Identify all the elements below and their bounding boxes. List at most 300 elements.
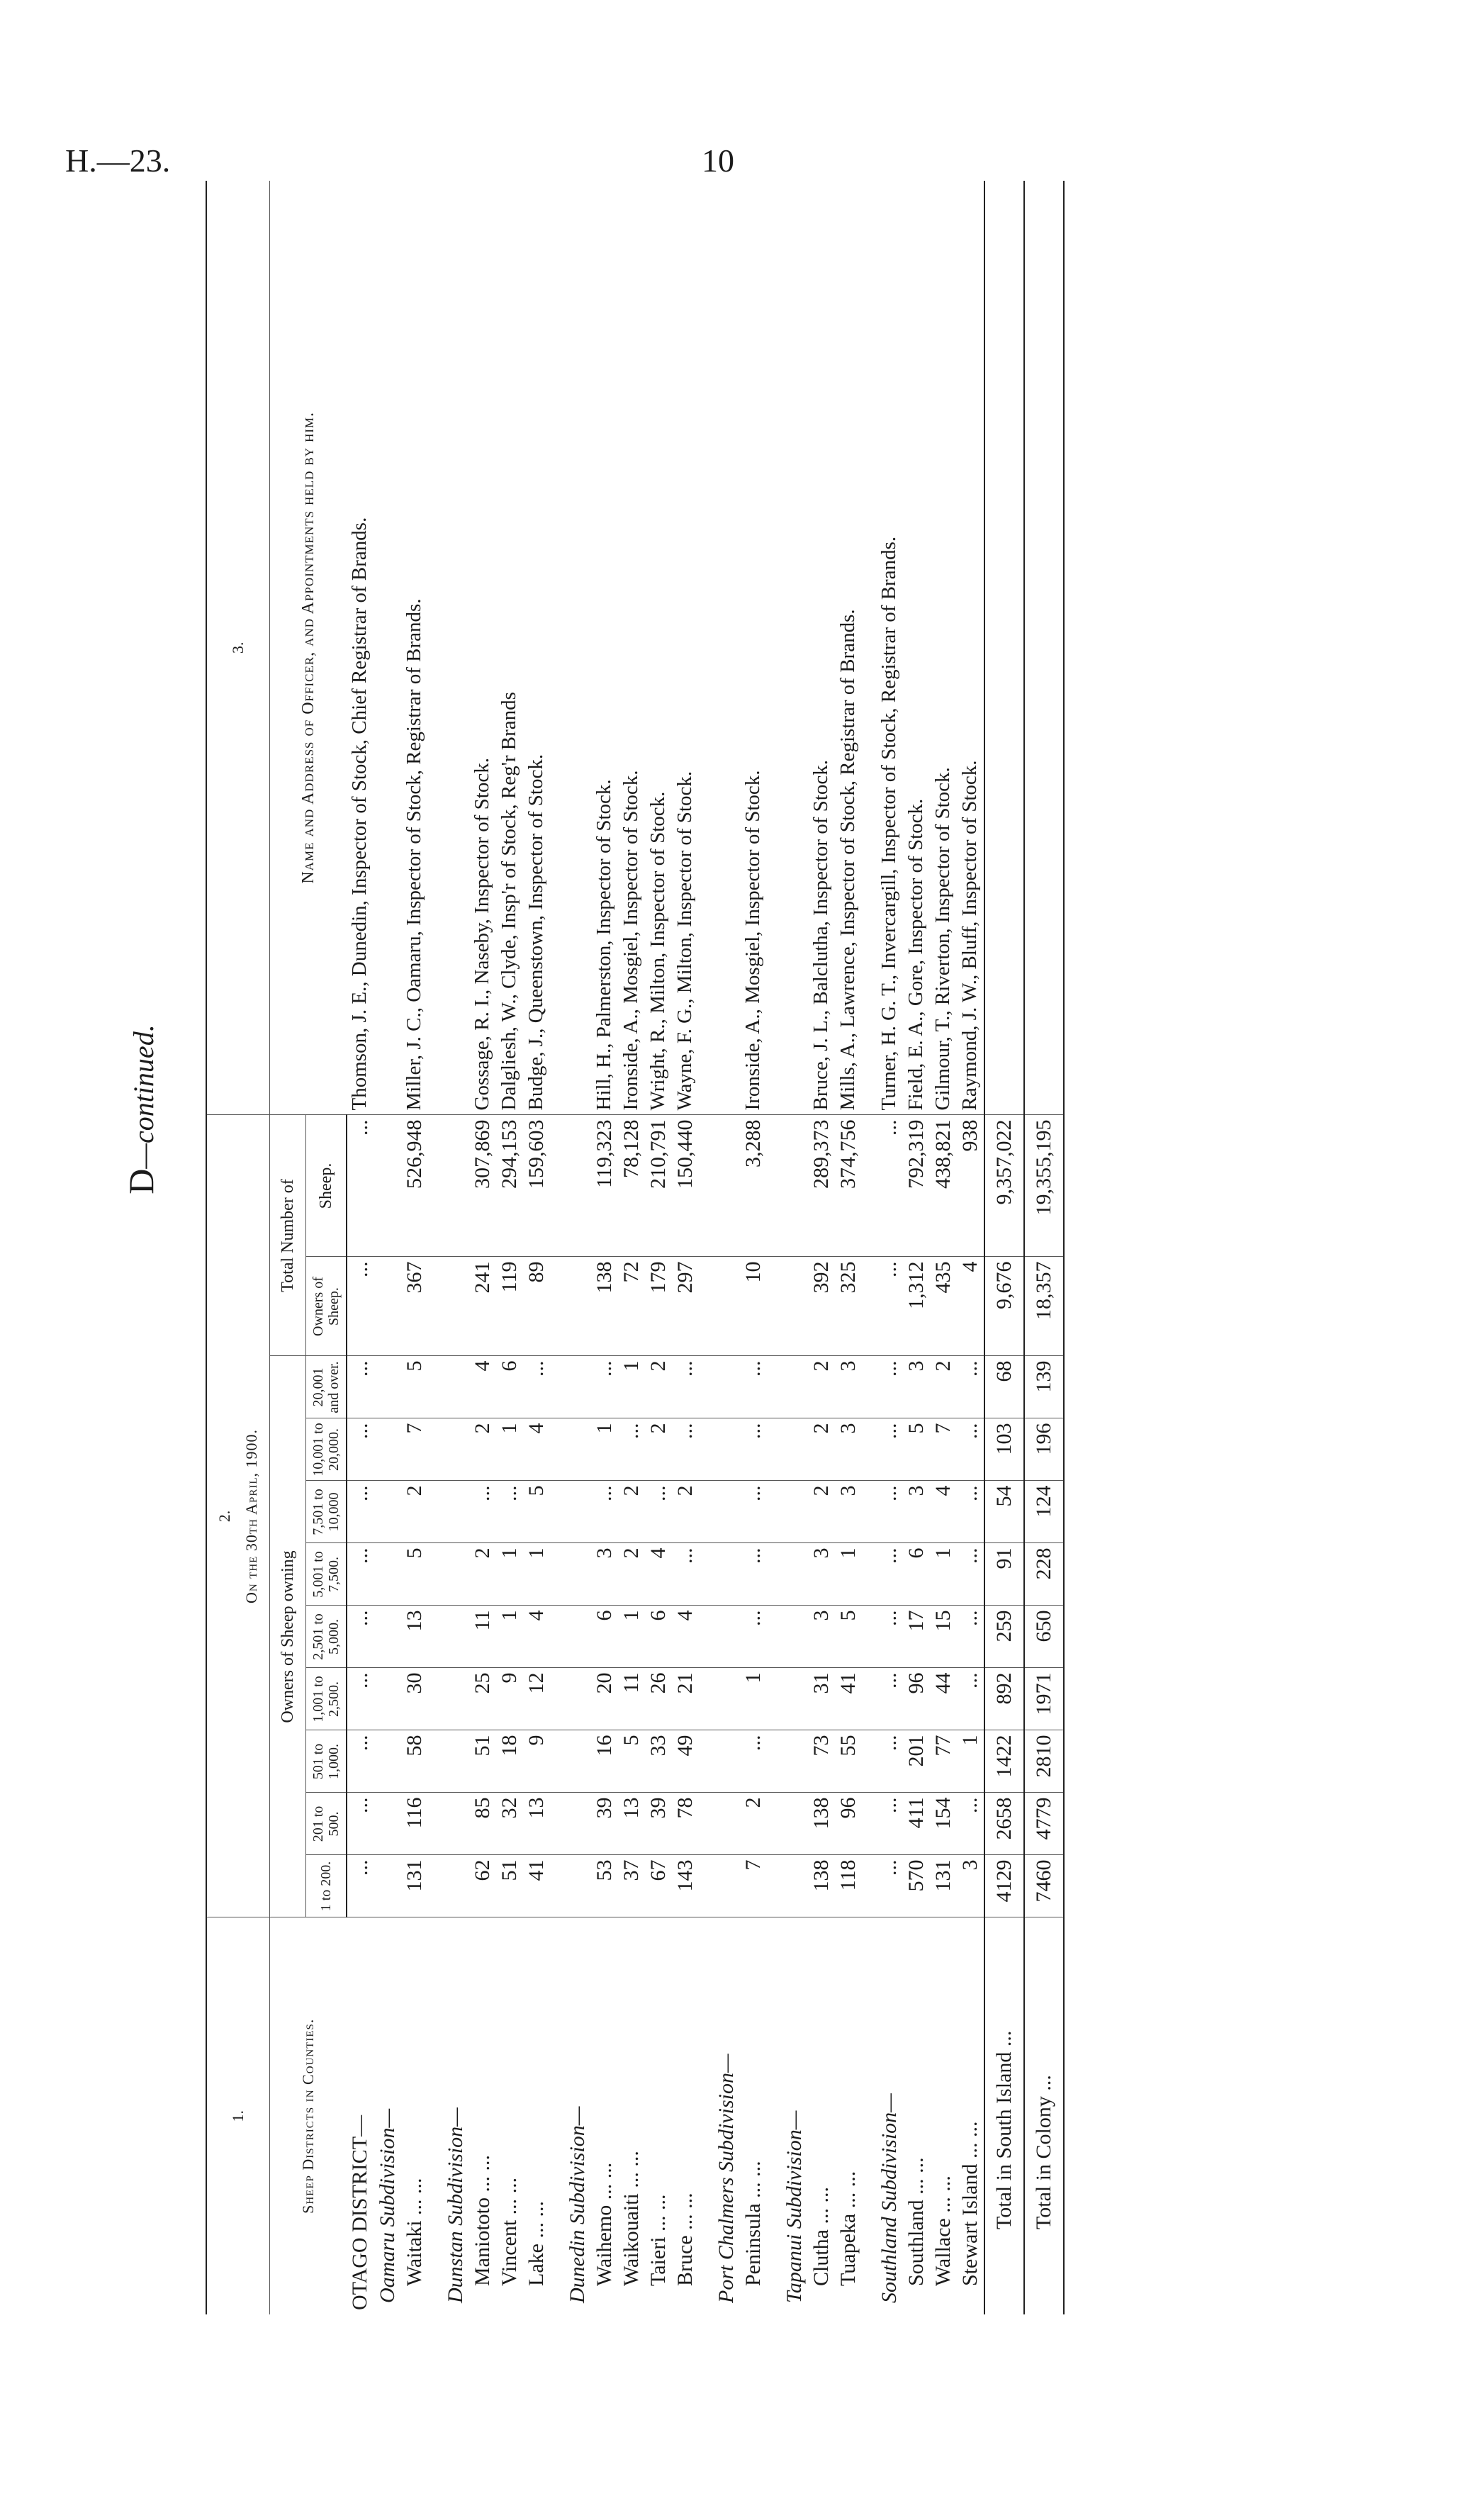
table-row xyxy=(781,181,808,2314)
owners-count-cell: 139 xyxy=(1024,1356,1064,1418)
owners-count-cell: ... xyxy=(957,1418,984,1481)
owners-total-cell: 435 xyxy=(930,1257,957,1356)
caption-title: D xyxy=(121,1168,161,1194)
owners-count-cell xyxy=(713,1855,740,1917)
district-label: Lake ... ... xyxy=(524,2201,548,2286)
owners-count-cell xyxy=(564,1730,591,1793)
owners-count-cell: 7 xyxy=(401,1418,428,1481)
owners-count-cell: 33 xyxy=(645,1730,672,1793)
owners-count-cell xyxy=(564,1481,591,1543)
officer-cell xyxy=(1024,181,1064,1115)
owners-count-cell xyxy=(564,1356,591,1418)
spacer-cell xyxy=(428,1855,442,1917)
owners-count-cell: 21 xyxy=(672,1668,699,1730)
spacer-cell xyxy=(550,1481,564,1543)
sheep-total-cell: 938 xyxy=(957,1115,984,1257)
owners-count-cell: 4779 xyxy=(1024,1793,1064,1855)
owners-count-cell: 1971 xyxy=(1024,1668,1064,1730)
spacer-cell xyxy=(699,1481,713,1543)
owners-count-cell xyxy=(713,1356,740,1418)
owners-count-cell: 1 xyxy=(496,1543,523,1606)
spacer-cell xyxy=(428,1668,442,1730)
owners-count-cell: 124 xyxy=(1024,1481,1064,1543)
owners-count-cell: 31 xyxy=(808,1668,835,1730)
owners-count-cell: 3 xyxy=(835,1356,862,1418)
sheep-total-cell: 3,288 xyxy=(740,1115,767,1257)
range-header: 7,501 to 10,000 xyxy=(306,1481,347,1543)
table-row xyxy=(672,181,699,2314)
owners-total-cell: 18,357 xyxy=(1024,1257,1064,1356)
owners-total-cell: 138 xyxy=(591,1257,618,1356)
owners-count-cell: 77 xyxy=(930,1730,957,1793)
owners-count-cell xyxy=(781,1606,808,1668)
table-row xyxy=(808,181,835,2314)
spacer-cell xyxy=(550,1793,564,1855)
owners-count-cell: 7460 xyxy=(1024,1855,1064,1917)
district-label: Dunedin Subdivision— xyxy=(565,2106,589,2303)
table-row xyxy=(347,181,374,2314)
sheep-total-cell: ... xyxy=(876,1115,903,1257)
owners-count-cell: ... xyxy=(740,1730,767,1793)
owners-count-cell: 4 xyxy=(645,1543,672,1606)
owners-count-cell: 7 xyxy=(740,1855,767,1917)
officer-cell: Gossage, R. I., Naseby, Inspector of Stock. xyxy=(469,181,496,1115)
owners-count-cell: 54 xyxy=(984,1481,1024,1543)
owners-count-cell xyxy=(713,1418,740,1481)
owners-count-cell: 96 xyxy=(835,1793,862,1855)
spacer-cell xyxy=(550,1543,564,1606)
owners-count-cell: ... xyxy=(347,1855,374,1917)
col3-title: Name and Address of Officer, and Appointments held by him. xyxy=(270,181,347,1115)
officer-cell: Bruce, J. L., Balclutha, Inspector of Stock. xyxy=(808,181,835,1115)
spacer-cell xyxy=(699,1257,713,1356)
owners-count-cell: 259 xyxy=(984,1606,1024,1668)
owners-count-cell xyxy=(564,1418,591,1481)
spacer-cell xyxy=(767,1606,781,1668)
spacer-cell xyxy=(428,1356,442,1418)
owners-count-cell: 196 xyxy=(1024,1418,1064,1481)
owners-count-cell xyxy=(442,1418,469,1481)
owners-count-cell: 68 xyxy=(984,1356,1024,1418)
table-row xyxy=(835,181,862,2314)
owners-count-cell: 2 xyxy=(808,1481,835,1543)
district-label: Bruce ... ... xyxy=(673,2193,697,2286)
officer-cell xyxy=(781,181,808,1115)
owners-count-cell: 2 xyxy=(618,1543,645,1606)
owners-count-cell xyxy=(564,1855,591,1917)
range-header: 201 to 500. xyxy=(306,1793,347,1855)
owners-count-cell: 5 xyxy=(401,1356,428,1418)
owners-count-cell: ... xyxy=(740,1606,767,1668)
owners-count-cell: 1 xyxy=(835,1543,862,1606)
spacer-cell xyxy=(699,1418,713,1481)
owners-count-cell xyxy=(442,1606,469,1668)
owners-count-cell: ... xyxy=(672,1543,699,1606)
sheep-total-cell: 159,603 xyxy=(523,1115,550,1257)
owners-count-cell: 5 xyxy=(523,1481,550,1543)
total-group-header: Total Number of xyxy=(270,1115,306,1356)
owners-count-cell: ... xyxy=(672,1418,699,1481)
table-row xyxy=(903,181,930,2314)
sheep-total-cell: ... xyxy=(347,1115,374,1257)
spacer-cell xyxy=(550,1730,564,1793)
owners-count-cell xyxy=(374,1855,401,1917)
district-label: Southland Subdivision— xyxy=(877,2093,901,2303)
owners-count-cell xyxy=(442,1730,469,1793)
owners-count-cell: 2 xyxy=(808,1418,835,1481)
owners-count-cell: 25 xyxy=(469,1668,496,1730)
owners-count-cell: ... xyxy=(645,1481,672,1543)
owners-count-cell xyxy=(564,1543,591,1606)
district-label: Waikouaiti ... ... xyxy=(619,2151,643,2286)
sheep-total-cell: 792,319 xyxy=(903,1115,930,1257)
district-label: Peninsula ... ... xyxy=(741,2161,765,2286)
owners-count-cell: ... xyxy=(740,1543,767,1606)
spacer-cell xyxy=(862,1543,876,1606)
owners-count-cell: 39 xyxy=(645,1793,672,1855)
district-label: Waihemo ... ... xyxy=(592,2162,616,2286)
district-label: Clutha ... ... xyxy=(809,2187,833,2286)
officer-cell: Ironside, A., Mosgiel, Inspector of Stock. xyxy=(740,181,767,1115)
owners-count-cell: 3 xyxy=(903,1356,930,1418)
spacer-cell xyxy=(550,181,564,1115)
owners-count-cell xyxy=(713,1606,740,1668)
sheep-total-cell: 78,128 xyxy=(618,1115,645,1257)
spacer-cell xyxy=(699,1730,713,1793)
owners-count-cell: ... xyxy=(347,1606,374,1668)
owners-count-cell: ... xyxy=(469,1481,496,1543)
owners-count-cell: 138 xyxy=(808,1855,835,1917)
owners-count-cell: 73 xyxy=(808,1730,835,1793)
spacer-cell xyxy=(862,1115,876,1257)
spacer-cell xyxy=(550,1855,564,1917)
owners-count-cell: ... xyxy=(347,1356,374,1418)
owners-group-header: Owners of Sheep owning xyxy=(270,1356,306,1917)
spacer-cell xyxy=(862,1356,876,1418)
owners-count-cell: 30 xyxy=(401,1668,428,1730)
owners-total-cell xyxy=(374,1257,401,1356)
owners-count-cell xyxy=(442,1855,469,1917)
owners-count-cell: 78 xyxy=(672,1793,699,1855)
owners-count-cell: 4 xyxy=(672,1606,699,1668)
owners-total-cell xyxy=(564,1257,591,1356)
owners-count-cell: 55 xyxy=(835,1730,862,1793)
spacer-cell xyxy=(767,1356,781,1418)
district-label: Total in South Island ... xyxy=(984,1917,1024,2314)
officer-cell: Ironside, A., Mosgiel, Inspector of Stock. xyxy=(618,181,645,1115)
district-label: Southland ... ... xyxy=(904,2157,928,2286)
owners-total-cell: 325 xyxy=(835,1257,862,1356)
spacer-cell xyxy=(699,1793,713,1855)
spacer-row xyxy=(699,181,713,2314)
district-label: Taieri ... ... xyxy=(646,2194,670,2286)
range-header: 5,001 to 7,500. xyxy=(306,1543,347,1606)
spacer-cell xyxy=(550,1418,564,1481)
spacer-cell xyxy=(428,181,442,1115)
owners-count-cell: 16 xyxy=(591,1730,618,1793)
owners-total-cell: ... xyxy=(347,1257,374,1356)
owners-count-cell: 5 xyxy=(401,1543,428,1606)
district-label: Stewart Island ... ... xyxy=(958,2121,982,2286)
sheep-total-cell: 294,153 xyxy=(496,1115,523,1257)
owners-count-cell: 143 xyxy=(672,1855,699,1917)
owners-count-cell xyxy=(442,1668,469,1730)
owners-count-cell: 1 xyxy=(496,1606,523,1668)
owners-count-cell: 2 xyxy=(645,1418,672,1481)
rotated-table-block xyxy=(120,0,1396,2314)
owners-count-cell: 4 xyxy=(523,1418,550,1481)
owners-count-cell xyxy=(781,1855,808,1917)
owners-count-cell: 1 xyxy=(618,1606,645,1668)
spacer-cell xyxy=(767,1115,781,1257)
owners-count-cell xyxy=(781,1356,808,1418)
range-header: 501 to 1,000. xyxy=(306,1730,347,1793)
spacer-cell xyxy=(767,1668,781,1730)
owners-count-cell: ... xyxy=(957,1543,984,1606)
page-number: 10 xyxy=(702,142,734,179)
owners-count-cell: 17 xyxy=(903,1606,930,1668)
owners-count-cell: 53 xyxy=(591,1855,618,1917)
district-label: Tuapeka ... ... xyxy=(836,2171,860,2286)
owners-count-cell: 67 xyxy=(645,1855,672,1917)
owners-count-cell: ... xyxy=(876,1418,903,1481)
owners-count-cell: 26 xyxy=(645,1668,672,1730)
owners-count-cell: ... xyxy=(523,1356,550,1418)
col3-no: 3. xyxy=(206,181,270,1115)
owners-count-cell: 650 xyxy=(1024,1606,1064,1668)
owners-count-cell: 11 xyxy=(618,1668,645,1730)
officer-cell: Budge, J., Queenstown, Inspector of Stock. xyxy=(523,181,550,1115)
sheep-total-cell: 526,948 xyxy=(401,1115,428,1257)
spacer-cell xyxy=(862,1917,876,2314)
spacer-cell xyxy=(767,1855,781,1917)
owners-count-cell: 2 xyxy=(469,1543,496,1606)
owners-count-cell xyxy=(713,1730,740,1793)
owners-count-cell: 4 xyxy=(930,1481,957,1543)
spacer-cell xyxy=(428,1793,442,1855)
range-header: 1 to 200. xyxy=(306,1855,347,1917)
spacer-row xyxy=(767,181,781,2314)
owners-count-cell: 2658 xyxy=(984,1793,1024,1855)
owners-count-cell xyxy=(781,1793,808,1855)
owners-count-cell xyxy=(781,1418,808,1481)
sheep-total-cell: 289,373 xyxy=(808,1115,835,1257)
owners-count-cell xyxy=(374,1418,401,1481)
owners-count-cell: 37 xyxy=(618,1855,645,1917)
spacer-cell xyxy=(428,1115,442,1257)
table-row xyxy=(930,181,957,2314)
col2-no: 2. xyxy=(215,1510,233,1523)
table-row xyxy=(469,181,496,2314)
owners-total-cell: 392 xyxy=(808,1257,835,1356)
spacer-cell xyxy=(767,1543,781,1606)
owners-count-cell: 39 xyxy=(591,1793,618,1855)
table-row xyxy=(645,181,672,2314)
district-label: Waitaki ... ... xyxy=(402,2178,426,2286)
spacer-cell xyxy=(767,1257,781,1356)
spacer-cell xyxy=(862,1257,876,1356)
owners-count-cell: 85 xyxy=(469,1793,496,1855)
owners-count-cell: 1 xyxy=(957,1730,984,1793)
spacer-cell xyxy=(699,1115,713,1257)
owners-total-cell: 241 xyxy=(469,1257,496,1356)
owners-total-cell: 89 xyxy=(523,1257,550,1356)
spacer-cell xyxy=(862,1668,876,1730)
owners-count-cell: 3 xyxy=(903,1481,930,1543)
owners-count-cell: 58 xyxy=(401,1730,428,1793)
owners-count-cell: 1 xyxy=(591,1418,618,1481)
owners-count-cell: 2 xyxy=(740,1793,767,1855)
range-header: 2,501 to 5,000. xyxy=(306,1606,347,1668)
sheep-total-cell xyxy=(374,1115,401,1257)
table-row xyxy=(957,181,984,2314)
owners-count-cell: 2 xyxy=(645,1356,672,1418)
spacer-cell xyxy=(767,181,781,1115)
spacer-row xyxy=(428,181,442,2314)
owners-count-cell xyxy=(374,1356,401,1418)
district-label: Dunstan Subdivision— xyxy=(443,2107,467,2303)
owners-count-cell xyxy=(374,1543,401,1606)
owners-count-cell: 3 xyxy=(957,1855,984,1917)
district-label: Port Chalmers Subdivision— xyxy=(714,2054,738,2303)
owners-count-cell: 12 xyxy=(523,1668,550,1730)
spacer-cell xyxy=(862,1418,876,1481)
owners-total-cell: 10 xyxy=(740,1257,767,1356)
owners-count-cell: ... xyxy=(591,1356,618,1418)
spacer-cell xyxy=(699,1356,713,1418)
spacer-row xyxy=(550,181,564,2314)
owners-count-cell: ... xyxy=(957,1606,984,1668)
table-caption xyxy=(120,861,162,1357)
table-row xyxy=(713,181,740,2314)
owners-count-cell xyxy=(781,1543,808,1606)
spacer-cell xyxy=(767,1481,781,1543)
owners-count-cell: ... xyxy=(876,1481,903,1543)
owners-count-cell: 2 xyxy=(930,1356,957,1418)
col1-title: Sheep Districts in Counties. xyxy=(298,2018,317,2214)
table-row xyxy=(523,181,550,2314)
owners-count-cell: ... xyxy=(740,1356,767,1418)
spacer-cell xyxy=(428,1730,442,1793)
owners-count-cell: 32 xyxy=(496,1793,523,1855)
spacer-cell xyxy=(428,1543,442,1606)
owners-count-cell: 13 xyxy=(618,1793,645,1855)
owners-count-cell: 3 xyxy=(835,1418,862,1481)
owners-count-cell: ... xyxy=(740,1481,767,1543)
owners-total-cell xyxy=(713,1257,740,1356)
owners-total-cell: 4 xyxy=(957,1257,984,1356)
spacer-cell xyxy=(699,181,713,1115)
spacer-cell xyxy=(428,1917,442,2314)
owners-count-cell: ... xyxy=(876,1855,903,1917)
officer-cell: Wayne, F. G., Milton, Inspector of Stock. xyxy=(672,181,699,1115)
sheep-total-cell: 150,440 xyxy=(672,1115,699,1257)
owners-count-cell: 2 xyxy=(469,1418,496,1481)
owners-count-cell: 20 xyxy=(591,1668,618,1730)
officer-cell: Field, E. A., Gore, Inspector of Stock. xyxy=(903,181,930,1115)
owners-count-cell: 6 xyxy=(903,1543,930,1606)
owners-total-cell: ... xyxy=(876,1257,903,1356)
district-label: Oamaru Subdivision— xyxy=(375,2108,399,2303)
owners-count-cell: ... xyxy=(347,1543,374,1606)
officer-cell: Mills, A., Lawrence, Inspector of Stock, Registrar of Brands. xyxy=(835,181,862,1115)
officer-cell xyxy=(984,181,1024,1115)
owners-count-cell: 1 xyxy=(930,1543,957,1606)
owners-count-cell: ... xyxy=(347,1730,374,1793)
owners-count-cell: 49 xyxy=(672,1730,699,1793)
spacer-cell xyxy=(862,1793,876,1855)
table-row xyxy=(442,181,469,2314)
sheep-total-cell: 119,323 xyxy=(591,1115,618,1257)
owners-count-cell xyxy=(442,1543,469,1606)
spacer-cell xyxy=(550,1356,564,1418)
district-label: OTAGO DISTRICT— xyxy=(347,2115,371,2310)
owners-count-cell xyxy=(442,1481,469,1543)
owners-count-cell: 2 xyxy=(401,1481,428,1543)
spacer-cell xyxy=(428,1481,442,1543)
owners-count-cell: ... xyxy=(876,1668,903,1730)
sheep-returns-table xyxy=(206,181,1065,2314)
owners-total-cell xyxy=(781,1257,808,1356)
owners-count-cell: 51 xyxy=(469,1730,496,1793)
sheep-total-cell: 9,357,022 xyxy=(984,1115,1024,1257)
owners-count-cell xyxy=(442,1356,469,1418)
owners-count-cell: ... xyxy=(672,1356,699,1418)
owners-count-cell: 3 xyxy=(808,1606,835,1668)
spacer-cell xyxy=(699,1917,713,2314)
owners-count-cell: 6 xyxy=(591,1606,618,1668)
owners-count-cell: 41 xyxy=(523,1855,550,1917)
owners-count-cell: 118 xyxy=(835,1855,862,1917)
owners-count-cell: 154 xyxy=(930,1793,957,1855)
spacer-cell xyxy=(550,1668,564,1730)
owners-count-cell: ... xyxy=(496,1481,523,1543)
sheep-total-cell xyxy=(564,1115,591,1257)
owners-count-cell: ... xyxy=(957,1793,984,1855)
owners-count-cell: 1 xyxy=(523,1543,550,1606)
spacer-cell xyxy=(862,1481,876,1543)
owners-count-cell xyxy=(713,1793,740,1855)
owners-count-cell: 4 xyxy=(523,1606,550,1668)
officer-cell xyxy=(713,181,740,1115)
owners-count-cell: ... xyxy=(876,1543,903,1606)
owners-count-cell: 3 xyxy=(835,1481,862,1543)
table-row xyxy=(496,181,523,2314)
owners-count-cell: 1 xyxy=(618,1356,645,1418)
owners-count-cell: ... xyxy=(618,1418,645,1481)
spacer-cell xyxy=(767,1917,781,2314)
owners-count-cell xyxy=(713,1543,740,1606)
district-label: Vincent ... ... xyxy=(497,2177,521,2286)
officer-cell: Dalgliesh, W., Clyde, Insp'r of Stock, Reg'r Brands xyxy=(496,181,523,1115)
officer-cell xyxy=(442,181,469,1115)
owners-count-cell xyxy=(374,1730,401,1793)
owners-count-cell: 13 xyxy=(401,1606,428,1668)
sheep-header: Sheep. xyxy=(306,1115,347,1257)
table-row xyxy=(591,181,618,2314)
spacer-cell xyxy=(699,1668,713,1730)
owners-count-cell: ... xyxy=(347,1668,374,1730)
owners-count-cell: ... xyxy=(347,1793,374,1855)
owners-total-cell: 297 xyxy=(672,1257,699,1356)
owners-count-cell: ... xyxy=(876,1793,903,1855)
owners-count-cell: 6 xyxy=(496,1356,523,1418)
spacer-cell xyxy=(699,1855,713,1917)
table-row xyxy=(401,181,428,2314)
owners-count-cell xyxy=(781,1481,808,1543)
spacer-cell xyxy=(862,181,876,1115)
owners-count-cell: 411 xyxy=(903,1793,930,1855)
